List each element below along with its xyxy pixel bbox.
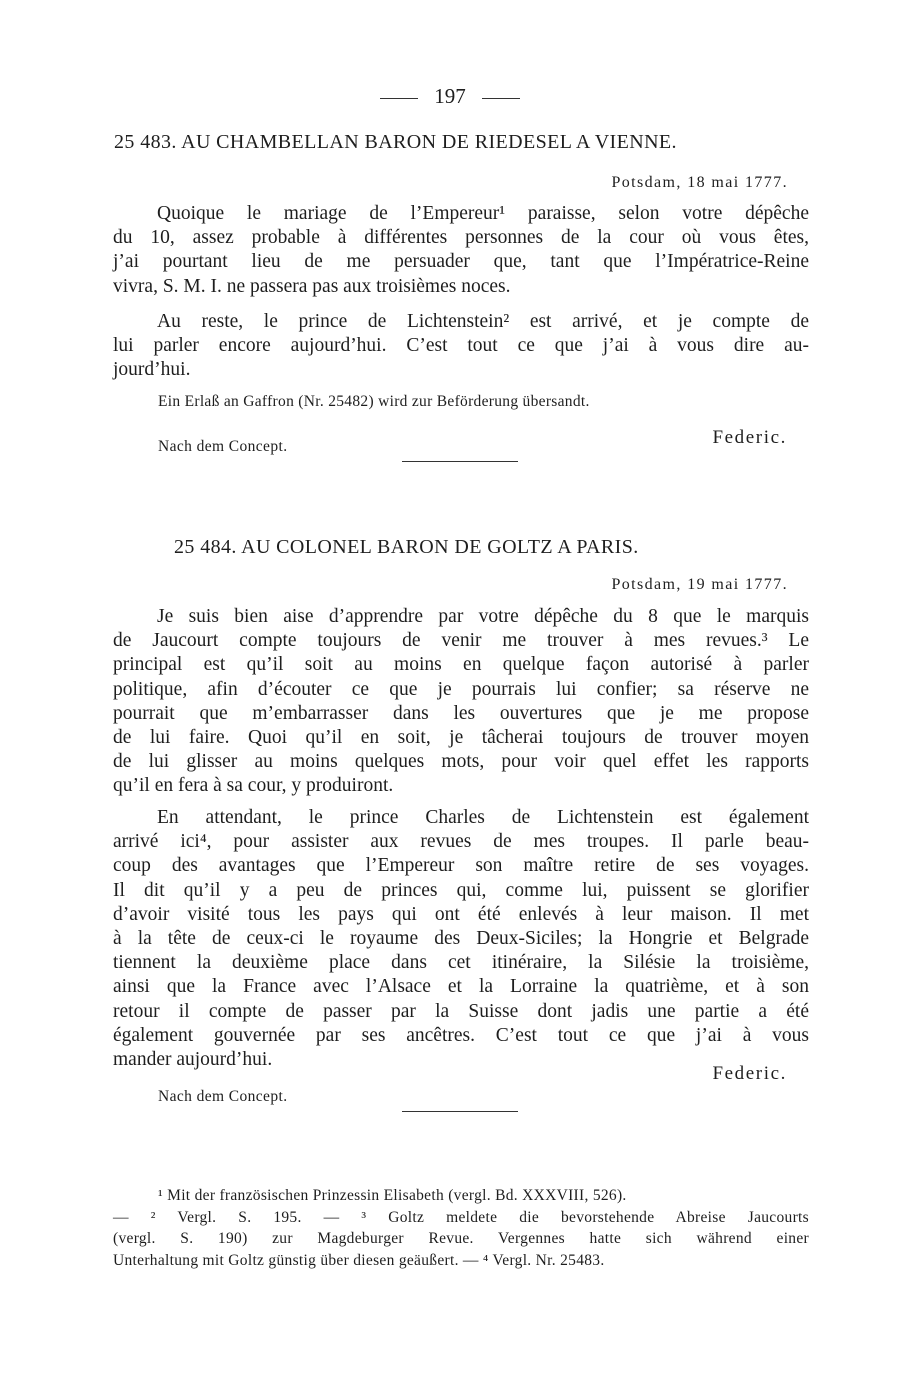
letter-dateline: Potsdam, 18 mai 1777. <box>611 174 788 191</box>
text-line: qu’il en fera à sa cour, y produiront. <box>113 775 394 797</box>
text-line: Quoique le mariage de l’Empereur¹ paraisse, selon votre dépêche <box>157 203 809 224</box>
text-line: de lui glisser au moins quelques mots, pour voir quel effet les rapports <box>113 751 809 773</box>
text-line: Je suis bien aise d’apprendre par votre dépêche du 8 que le marquis <box>157 606 809 627</box>
footnote-line: Unterhaltung mit Goltz günstig über diesen geäußert. — ⁴ Vergl. Nr. 25483. <box>113 1251 605 1269</box>
editorial-note: Ein Erlaß an Gaffron (Nr. 25482) wird zur Beförderung übersandt. <box>158 393 590 410</box>
text-line: En attendant, le prince Charles de Lichtenstein est également <box>157 807 809 828</box>
footnote-line: (vergl. S. 190) zur Magdeburger Revue. Vergennes hatte sich während einer <box>113 1230 809 1247</box>
text-line: vivra, S. M. I. ne passera pas aux troisièmes noces. <box>113 275 511 297</box>
page-number-dash-left <box>380 98 418 99</box>
text-line: Au reste, le prince de Lichtenstein² est arrivé, et je compte de <box>157 311 809 332</box>
text-line: retour il compte de passer par la Suisse dont jadis une partie a été <box>113 1000 809 1022</box>
text-line: pourrait que m’embarrasser dans les ouvertures que je me propose <box>113 702 809 724</box>
page-number-dash-right <box>482 98 520 99</box>
section-divider <box>402 1111 518 1112</box>
footnote-line: ¹ Mit der französischen Prinzessin Elisabeth (vergl. Bd. XXXVIII, 526). <box>158 1187 627 1204</box>
letter-paragraph <box>113 806 809 1072</box>
text-line: tiennent la deuxième place dans cet itinéraire, la Silésie la troisième, <box>113 952 809 974</box>
text-line: jourd’hui. <box>113 359 191 381</box>
signature: Federic. <box>712 1063 787 1084</box>
source-note: Nach dem Concept. <box>158 438 288 455</box>
page-number-text: 197 <box>434 84 466 108</box>
letter-paragraph <box>113 605 809 799</box>
text-line: de Jaucourt compte toujours de venir me trouver à mes revues.³ Le <box>113 630 809 652</box>
page-number <box>0 84 900 109</box>
footnote-line: — ² Vergl. S. 195. — ³ Goltz meldete die bevorstehende Abreise Jaucourts <box>113 1208 809 1226</box>
section-divider <box>402 461 518 462</box>
text-line: de lui faire. Quoi qu’il en soit, je tâcherai toujours de trouver moyen <box>113 726 809 748</box>
signature: Federic. <box>712 427 787 448</box>
text-line: à la tête de ceux-ci le royaume des Deux-Siciles; la Hongrie et Belgrade <box>113 927 809 949</box>
text-line: Il dit qu’il y a peu de princes qui, comme lui, puissent se glorifier <box>113 879 809 901</box>
letter-paragraph <box>113 310 809 383</box>
text-line: j’ai pourtant lieu de me persuader que, tant que l’Impératrice-Reine <box>113 251 809 273</box>
letter-heading: 25 483. AU CHAMBELLAN BARON DE RIEDESEL A VIENNE. <box>114 131 677 153</box>
text-line: principal est qu’il soit au moins en quelque façon autorisé à parler <box>113 654 809 676</box>
text-line: du 10, assez probable à différentes personnes de la cour où vous êtes, <box>113 227 809 249</box>
text-line: également gouvernée par ses ancêtres. C’est tout ce que j’ai à vous <box>113 1024 809 1046</box>
text-line: arrivé ici⁴, pour assister aux revues de mes troupes. Il parle beau- <box>113 831 809 853</box>
text-line: ainsi que la France avec l’Alsace et la Lorraine la quatrième, et à son <box>113 976 809 998</box>
text-line: politique, afin d’écouter ce que je pourrais lui confier; sa réserve ne <box>113 678 809 700</box>
letter-heading: 25 484. AU COLONEL BARON DE GOLTZ A PARIS. <box>174 536 639 558</box>
text-line: mander aujourd’hui. <box>113 1048 273 1070</box>
text-line: lui parler encore aujourd’hui. C’est tout ce que j’ai à vous dire au- <box>113 335 809 357</box>
text-line: d’avoir visité tous les pays qui ont été enlevés à leur maison. Il met <box>113 903 809 925</box>
footnotes <box>113 1185 809 1271</box>
letter-dateline: Potsdam, 19 mai 1777. <box>611 576 788 593</box>
text-line: coup des avantages que l’Empereur son maître retire de ses voyages. <box>113 855 809 877</box>
letter-paragraph <box>113 202 809 299</box>
source-note: Nach dem Concept. <box>158 1088 288 1105</box>
